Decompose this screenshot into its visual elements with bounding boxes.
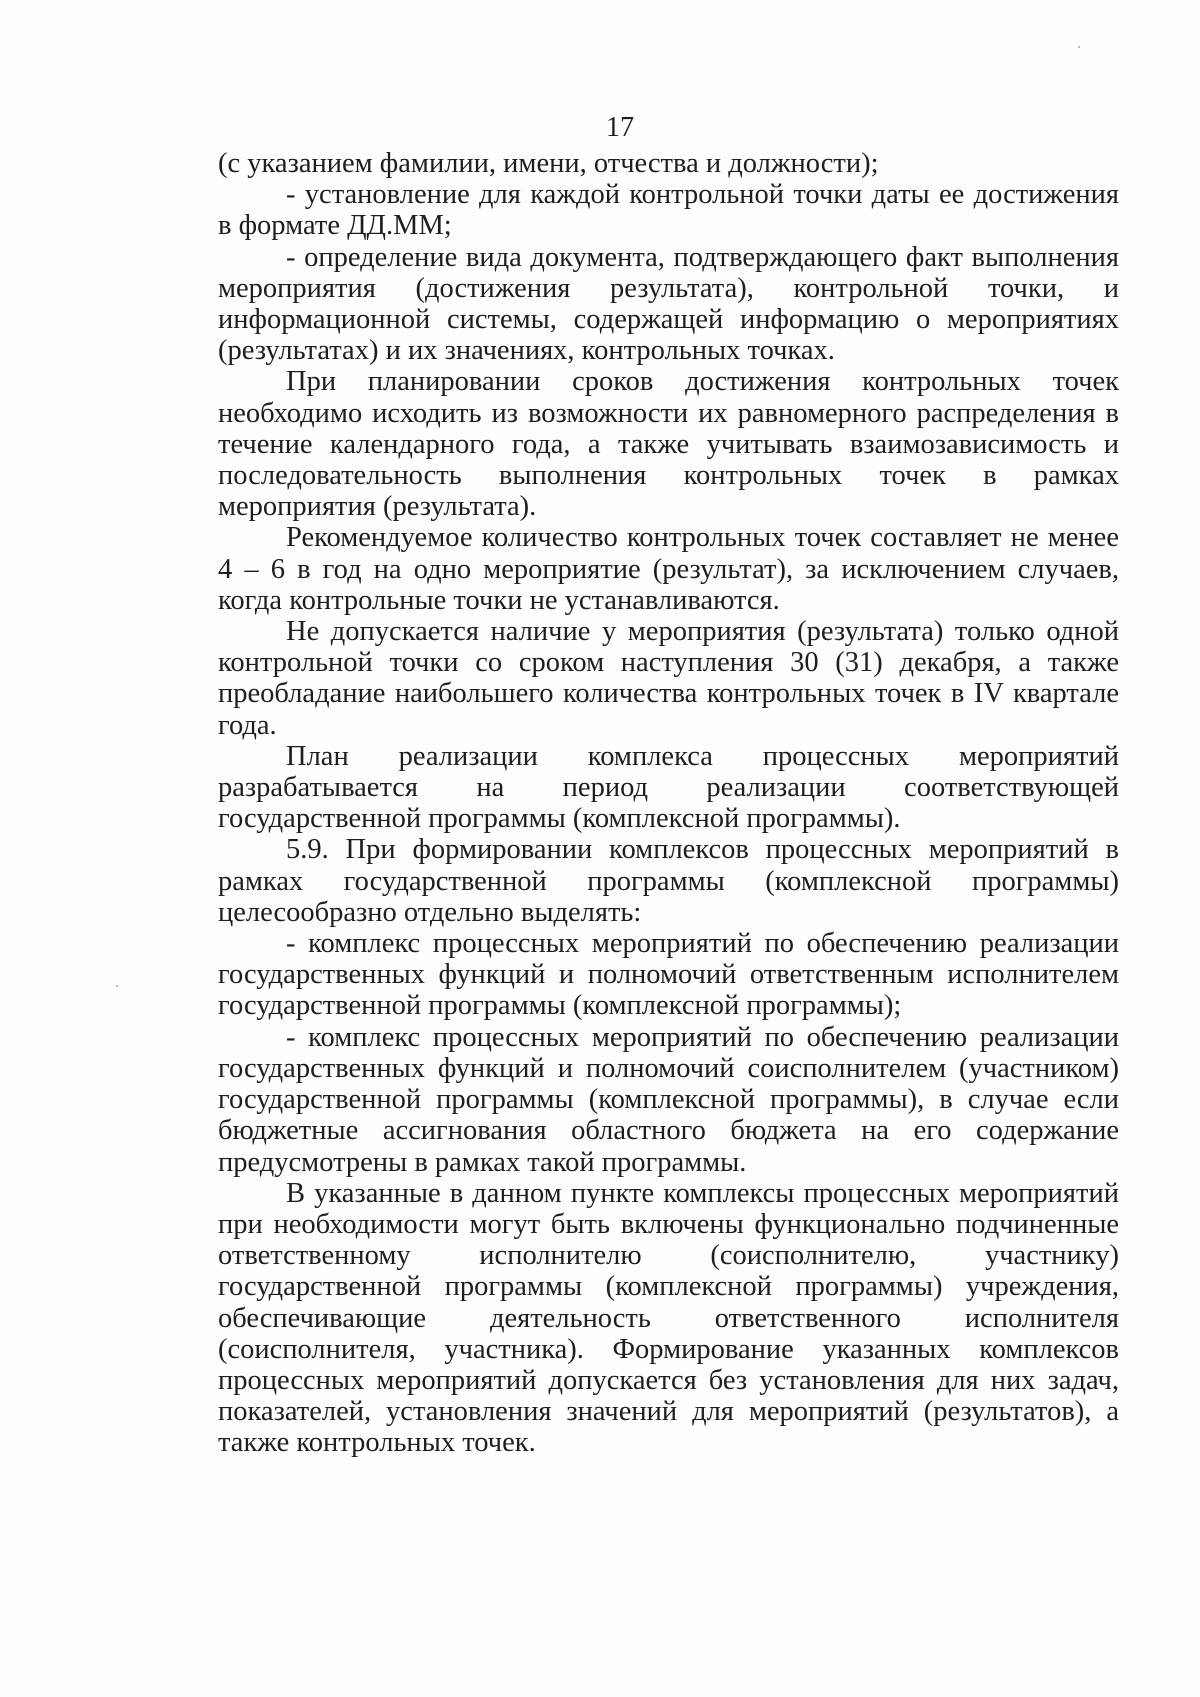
page-number: 17 xyxy=(606,112,634,143)
paragraph-7: План реализации комплекса процессных мероприятий разрабатывается на период реализации соответствующей государственной программы (комплексной программы). xyxy=(218,740,1119,835)
paragraph-10: - комплекс процессных мероприятий по обеспечению реализации государственных функций и полномочий соисполнителем (участником) государственной программы (комплексной программы), в случае если бюджетные ассигнования областного бюджета на его содержание предусмотрены в рамках такой программы. xyxy=(218,1021,1119,1178)
paragraph-1: (с указанием фамилии, имени, отчества и должности); xyxy=(218,148,879,179)
paragraph-5: Рекомендуемое количество контрольных точек составляет не менее 4 – 6 в год на одно мероприятие (результат), за исключением случаев, когда контрольные точки не устанавливаются. xyxy=(218,522,1119,616)
paragraph-8: 5.9. При формировании комплексов процессных мероприятий в рамках государственной программы (комплексной программы) целесообразно отдельно выделять: xyxy=(218,834,1119,928)
scan-speck xyxy=(1078,46,1080,48)
paragraph-6: Не допускается наличие у мероприятия (результата) только одной контрольной точки со сроком наступления 30 (31) декабря, а также преобладание наибольшего количества контрольных точек в IV квартале года. xyxy=(218,616,1119,741)
document-body xyxy=(218,148,1119,1459)
paragraph-2: - установление для каждой контрольной точки даты ее достижения в формате ДД.ММ; xyxy=(218,179,1119,242)
paragraph-9: - комплекс процессных мероприятий по обеспечению реализации государственных функций и полномочий ответственным исполнителем государственной программы (комплексной программы); xyxy=(218,928,1119,1022)
scan-speck xyxy=(116,985,118,987)
paragraph-11: В указанные в данном пункте комплексы процессных мероприятий при необходимости могут быть включены функционально подчиненные ответственному исполнителю (соисполнителю, участнику) государственной программы (комплексной программы) учреждения, обеспечивающие деятельность ответственного исполнителя (соисполнителя, участника). Формирование указанных комплексов процессных мероприятий допускается без установления для них задач, показателей, установления значений для мероприятий (результатов), а также контрольных точек. xyxy=(218,1177,1119,1459)
paragraph-4: При планировании сроков достижения контрольных точек необходимо исходить из возможности их равномерного распределения в течение календарного года, а также учитывать взаимозависимость и последовательность выполнения контрольных точек в рамках мероприятия (результата). xyxy=(218,366,1119,523)
paragraph-3: - определение вида документа, подтверждающего факт выполнения мероприятия (достижения результата), контрольной точки, и информационной системы, содержащей информацию о мероприятиях (результатах) и их значениях, контрольных точках. xyxy=(218,241,1119,367)
